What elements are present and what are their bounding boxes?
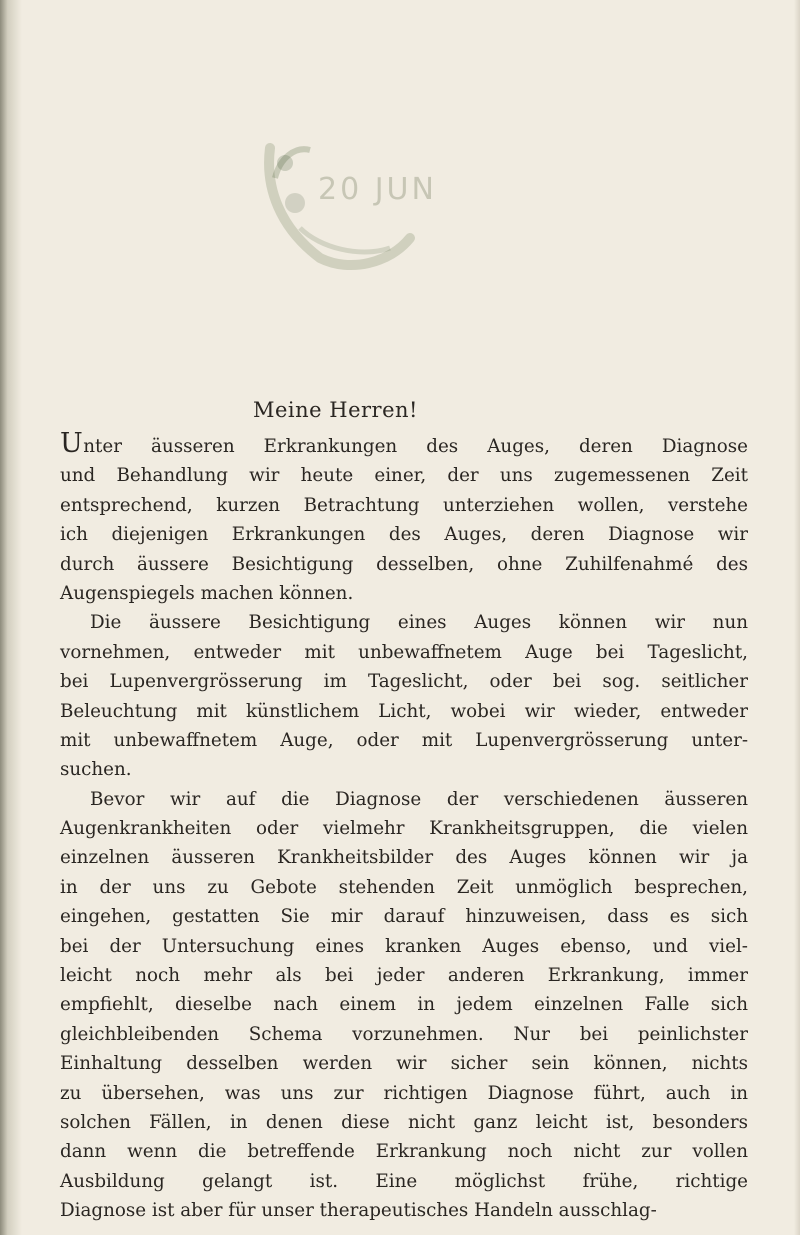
text-line: Augenkrankheiten oder vielmehr Krankheitsgruppen, die vielen xyxy=(60,818,748,840)
text-line: Einhaltung desselben werden wir sicher sein können, nichts xyxy=(60,1053,748,1075)
text-line: Unter äusseren Erkrankungen des Auges, deren Diagnose xyxy=(60,428,748,459)
text-line: Augenspiegels machen können. xyxy=(60,582,354,604)
text-line: solchen Fällen, in denen diese nicht ganz leicht ist, besonders xyxy=(60,1111,748,1133)
text-line: und Behandlung wir heute einer, der uns zugemessenen Zeit xyxy=(60,465,748,487)
text-line: dann wenn die betreffende Erkrankung noch nicht zur vollen xyxy=(60,1141,748,1163)
text-line: einzelnen äusseren Krankheitsbilder des Auges können wir ja xyxy=(60,847,748,869)
text-line: Ausbildung gelangt ist. Eine möglichst frühe, richtige xyxy=(60,1170,748,1192)
text-line: Beleuchtung mit künstlichem Licht, wobei wir wieder, entweder xyxy=(60,700,748,722)
text-line: suchen. xyxy=(60,759,132,781)
text-line: entsprechend, kurzen Betrachtung unterziehen wollen, verstehe xyxy=(60,494,748,516)
text-line: Diagnose ist aber für unser therapeutisches Handeln ausschlag- xyxy=(60,1200,657,1222)
text-line: vornehmen, entweder mit unbewaffnetem Auge bei Tageslicht, xyxy=(60,641,748,663)
text-line: bei der Untersuchung eines kranken Auges ebenso, und viel- xyxy=(60,935,748,957)
text-line: mit unbewaffnetem Auge, oder mit Lupenvergrösserung unter- xyxy=(60,729,748,751)
paragraph xyxy=(60,608,748,784)
stamp-date: 20 JUN xyxy=(318,172,437,207)
text-line: ich diejenigen Erkrankungen des Auges, deren Diagnose wir xyxy=(60,524,748,546)
text-line: in der uns zu Gebote stehenden Zeit unmöglich besprechen, xyxy=(60,876,748,898)
text-line: gleichbleibenden Schema vorzunehmen. Nur bei peinlichster xyxy=(60,1023,748,1045)
text-line: empfiehlt, dieselbe nach einem in jedem einzelnen Falle sich xyxy=(60,994,748,1016)
page-edge-shadow xyxy=(0,0,22,1235)
page-edge-shadow-right xyxy=(794,0,800,1235)
paragraph xyxy=(60,785,748,1226)
text-line: durch äussere Besichtigung desselben, ohne Zuhilfenahmé des xyxy=(60,553,748,575)
text-line: Die äussere Besichtigung eines Auges können wir nun xyxy=(90,612,748,634)
text-line: Bevor wir auf die Diagnose der verschiedenen äusseren xyxy=(90,788,748,810)
text-line: bei Lupenvergrösserung im Tageslicht, oder bei sog. seitlicher xyxy=(60,671,748,693)
salutation-heading: Meine Herren! xyxy=(253,398,418,422)
body-text xyxy=(60,428,748,1226)
paragraph xyxy=(60,428,748,608)
text-line: zu übersehen, was uns zur richtigen Diagnose führt, auch in xyxy=(60,1082,748,1104)
text-line: leicht noch mehr als bei jeder anderen Erkrankung, immer xyxy=(60,965,748,987)
text-line: eingehen, gestatten Sie mir darauf hinzuweisen, dass es sich xyxy=(60,906,748,928)
